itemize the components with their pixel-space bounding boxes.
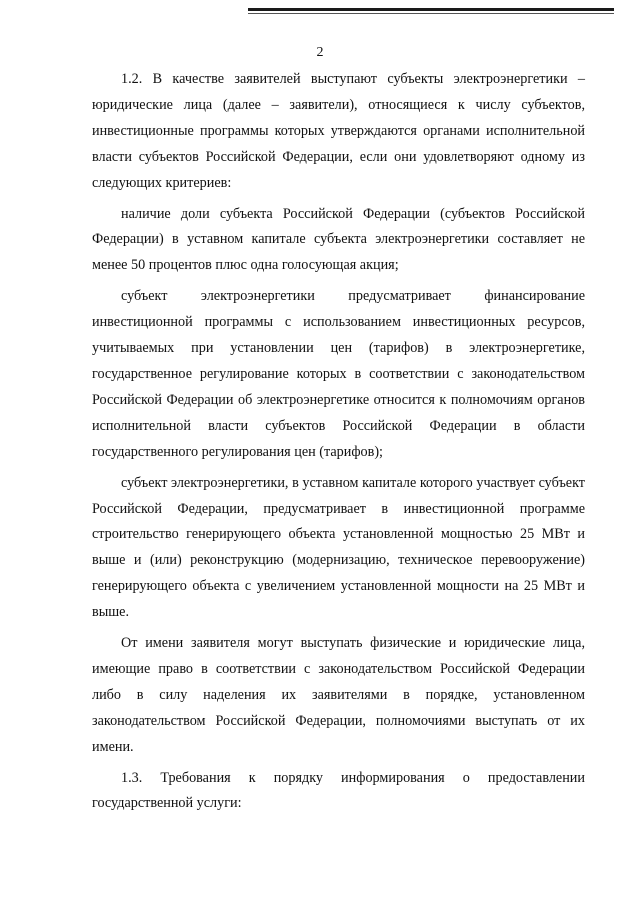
page-number: 2 xyxy=(316,45,324,60)
paragraph-criterion-generation: субъект электроэнергетики, в уставном капитале которого участвует субъект Российской Федерации, предусматривает в инвестиционной программе строительство генерирующего объекта установленной мощностью 25 МВт и выше и (или) реконструкцию (модернизацию, техническое перевооружение) генерирующего объекта с увеличением установленной мощности на 25 МВт и выше. xyxy=(92,474,585,621)
paragraph-representatives: От имени заявителя могут выступать физические и юридические лица, имеющие право в соответствии с законодательством Российской Федерации либо в силу наделения их заявителями в порядке, установленном законодательством Российской Федерации, полномочиями выступать от их имени. xyxy=(92,635,585,755)
header-rule xyxy=(248,8,614,11)
paragraph-criterion-share: наличие доли субъекта Российской Федерации (субъектов Российской Федерации) в уставном капитале субъекта электроэнергетики составляет не менее 50 процентов плюс одна голосующая акция; xyxy=(92,205,585,274)
paragraph-criterion-financing: субъект электроэнергетики предусматривает финансирование инвестиционной программы с использованием инвестиционных ресурсов, учитываемых при установлении цен (тарифов) в электроэнергетике, государственное регулирование которых в соответствии с законодательством Российской Федерации об электроэнергетике относится к полномочиям органов исполнительной власти субъектов Российской Федерации в области государственного регулирования цен (тарифов); xyxy=(92,288,585,460)
document-body xyxy=(92,67,585,822)
paragraph-1-2: 1.2. В качестве заявителей выступают субъекты электроэнергетики – юридические лица (далее – заявители), относящиеся к числу субъектов, инвестиционные программы которых утверждаются органами исполнительной власти субъектов Российской Федерации, если они удовлетворяют одному из следующих критериев: xyxy=(92,71,585,191)
paragraph-1-3: 1.3. Требования к порядку информирования о предоставлении государственной услуги: xyxy=(92,769,585,812)
header-rule-thin xyxy=(248,13,614,14)
